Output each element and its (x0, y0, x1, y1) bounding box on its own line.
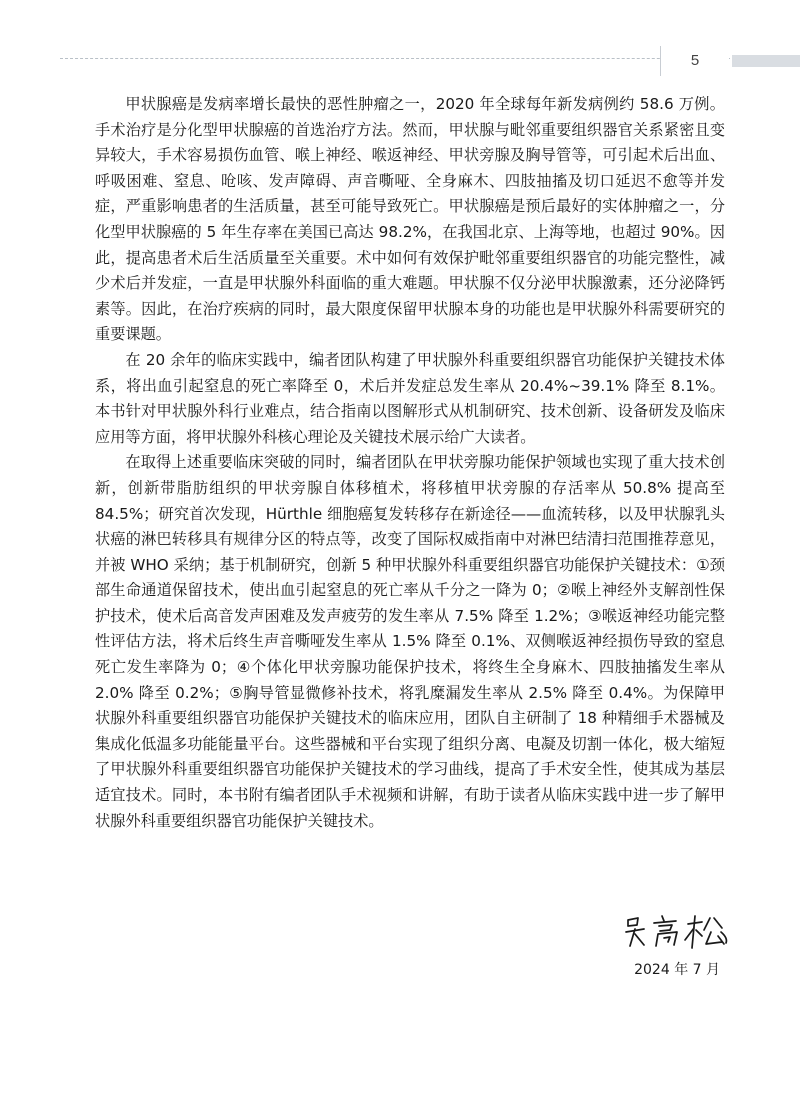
paragraph-2: 在 20 余年的临床实践中，编者团队构建了甲状腺外科重要组织器官功能保护关键技术体系，将出血引起窒息的死亡率降至 0，术后并发症总发生率从 20.4%~39.1% 降至 8.1%。本书针对甲状腺外科行业难点，结合指南以图解形式从机制研究、技术创新、设备研发及临床应用等方面，将甲状腺外科核心理论及关键技术展示给广大读者。 (95, 350, 725, 446)
signature-date: 2024 年 7 月 (634, 962, 720, 978)
preface-body (95, 92, 725, 834)
paragraph-3: 在取得上述重要临床突破的同时，编者团队在甲状旁腺功能保护领域也实现了重大技术创新，创新带脂肪组织的甲状旁腺自体移植术，将移植甲状旁腺的存活率从 50.8% 提高至 84.5%；研究首次发现，Hürthle 细胞癌复发转移存在新途径——血流转移，以及甲状腺乳头状癌的淋巴转移具有规律分区的特点等，改变了国际权威指南中对淋巴结清扫范围推荐意见，并被 WHO 采纳；基于机制研究，创新 5 种甲状腺外科重要组织器官功能保护关键技术：①颈部生命通道保留技术，使出血引起窒息的死亡率从千分之一降为 0；②喉上神经外支解剖性保护技术，使术后高音发声困难及发声疲劳的发生率从 7.5% 降至 1.2%；③喉返神经功能完整性评估方法，将术后终生声音嘶哑发生率从 1.5% 降至 0.1%、双侧喉返神经损伤导致的窒息死亡发生率降为 0；④个体化甲状旁腺功能保护技术，将终生全身麻木、四肢抽搐发生率从 2.0% 降至 0.2%；⑤胸导管显微修补技术，将乳糜漏发生率从 2.5% 降至 0.4%。为保障甲状腺外科重要组织器官功能保护关键技术的临床应用，团队自主研制了 18 种精细手术器械及集成化低温多功能能量平台。这些器械和平台实现了组织分离、电凝及切割一体化，极大缩短了甲状腺外科重要组织器官功能保护关键技术的学习曲线，提高了手术安全性，使其成为基层适宜技术。同时，本书附有编者团队手术视频和讲解，有助于读者从临床实践中进一步了解甲状腺外科重要组织器官功能保护关键技术。 (95, 453, 725, 830)
paragraph-1: 甲状腺癌是发病率增长最快的恶性肿瘤之一，2020 年全球每年新发病例约 58.6 万例。手术治疗是分化型甲状腺癌的首选治疗方法。然而，甲状腺与毗邻重要组织器官关系紧密且变异较大，手术容易损伤血管、喉上神经、喉返神经、甲状旁腺及胸导管等，可引起术后出血、呼吸困难、窒息、呛咳、发声障碍、声音嘶哑、全身麻木、四肢抽搐及切口延迟不愈等并发症，严重影响患者的生活质量，甚至可能导致死亡。甲状腺癌是预后最好的实体肿瘤之一，分化型甲状腺癌的 5 年生存率在美国已高达 98.2%，在我国北京、上海等地，也超过 90%。因此，提高患者术后生活质量至关重要。术中如何有效保护毗邻重要组织器官的功能完整性，减少术后并发症，一直是甲状腺外科面临的重大难题。甲状腺不仅分泌甲状腺激素，还分泌降钙素等。因此，在治疗疾病的同时，最大限度保留甲状腺本身的功能也是甲状腺外科需要研究的重要课题。 (95, 95, 725, 344)
header-accent-bar (732, 55, 800, 67)
handwritten-signature (622, 912, 732, 954)
header-rule (60, 58, 730, 59)
page-header (0, 0, 800, 80)
signature-block (600, 910, 740, 990)
page-number: 5 (660, 46, 729, 76)
